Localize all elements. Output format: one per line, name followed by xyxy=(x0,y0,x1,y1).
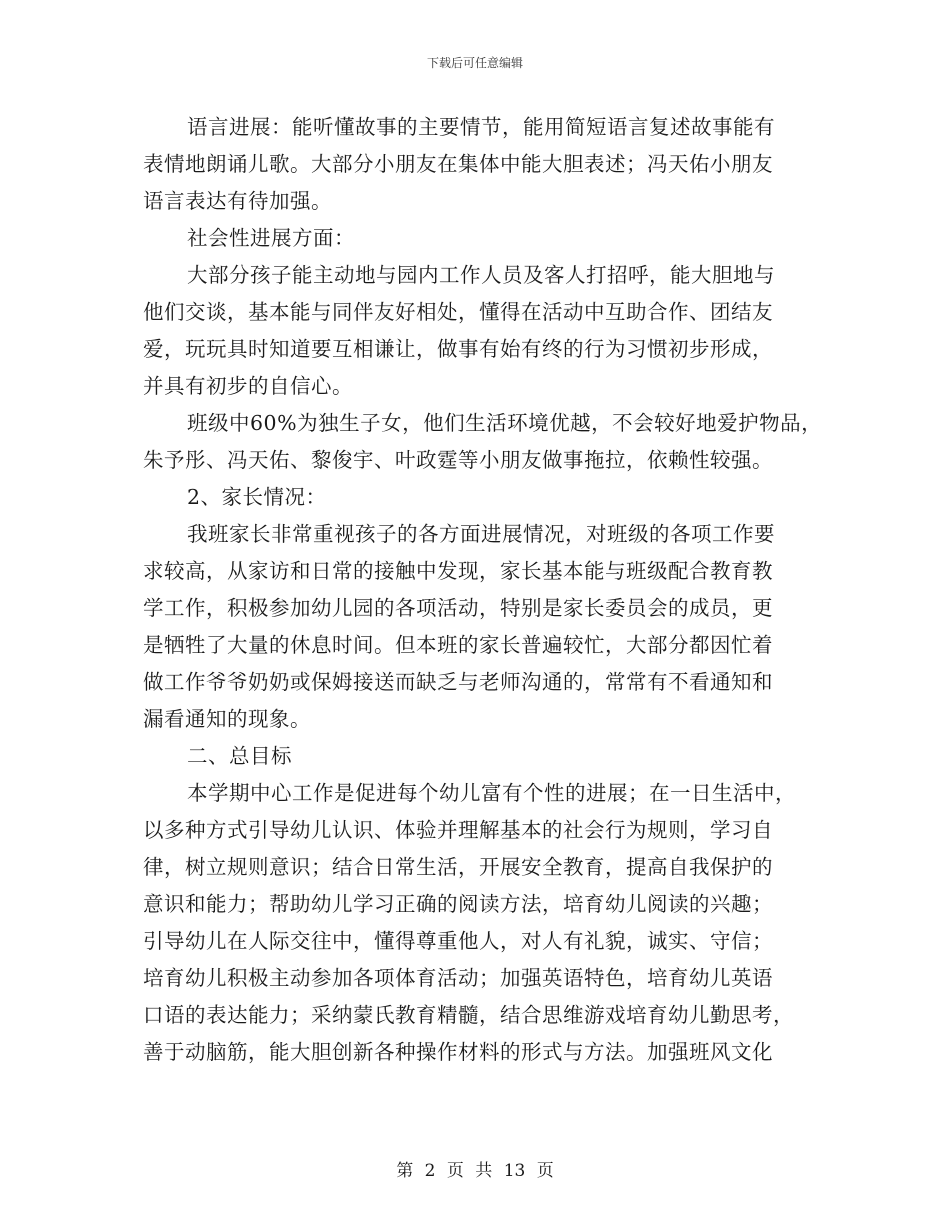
page-number-footer: 第 2 页 共 13 页 xyxy=(396,1161,554,1181)
paragraph-line: 求较高，从家访和日常的接触中发现，家长基本能与班级配合教育教 xyxy=(143,559,773,583)
paragraph-line: 朱予彤、冯天佑、黎俊宇、叶政霆等小朋友做事拖拉，依赖性较强。 xyxy=(143,448,773,472)
paragraph-line: 班级中60%为独生子女，他们生活环境优越，不会较好地爱护物品， xyxy=(187,411,823,435)
paragraph-line: 学工作，积极参加幼儿园的各项活动，特别是家长委员会的成员，更 xyxy=(143,596,773,620)
paragraph-line: 以多种方式引导幼儿认识、体验并理解基本的社会行为规则，学习自 xyxy=(143,818,773,842)
section-heading: 二、总目标 xyxy=(187,744,292,768)
section-heading: 2、家长情况： xyxy=(187,485,327,509)
paragraph-line: 是牺牲了大量的休息时间。但本班的家长普遍较忙，大部分都因忙着 xyxy=(143,633,773,657)
paragraph-line: 引导幼儿在人际交往中，懂得尊重他人，对人有礼貌，诚实、守信； xyxy=(143,929,773,953)
paragraph-line: 语言进展：能听懂故事的主要情节，能用简短语言复述故事能有 xyxy=(187,115,775,139)
paragraph-line: 我班家长非常重视孩子的各方面进展情况，对班级的各项工作要 xyxy=(187,522,775,546)
paragraph-line: 大部分孩子能主动地与园内工作人员及客人打招呼，能大胆地与 xyxy=(187,263,775,287)
section-heading: 社会性进展方面： xyxy=(187,226,355,250)
paragraph-line: 表情地朗诵儿歌。大部分小朋友在集体中能大胆表述；冯天佑小朋友 xyxy=(143,152,773,176)
paragraph-line: 培育幼儿积极主动参加各项体育活动；加强英语特色，培育幼儿英语 xyxy=(143,966,773,990)
header-note: 下载后可任意编辑 xyxy=(426,56,523,70)
paragraph-line: 口语的表达能力；采纳蒙氏教育精髓，结合思维游戏培育幼儿勤思考， xyxy=(143,1003,794,1027)
paragraph-line: 他们交谈，基本能与同伴友好相处，懂得在活动中互助合作、团结友 xyxy=(143,300,773,324)
paragraph-line: 并具有初步的自信心。 xyxy=(143,374,353,398)
paragraph-line: 爱，玩玩具时知道要互相谦让，做事有始有终的行为习惯初步形成， xyxy=(143,337,773,361)
paragraph-line: 律，树立规则意识；结合日常生活，开展安全教育，提高自我保护的 xyxy=(143,855,773,879)
paragraph-line: 漏看通知的现象。 xyxy=(143,707,311,731)
paragraph-line: 善于动脑筋，能大胆创新各种操作材料的形式与方法。加强班风文化 xyxy=(143,1040,773,1064)
paragraph-line: 意识和能力；帮助幼儿学习正确的阅读方法，培育幼儿阅读的兴趣； xyxy=(143,892,773,916)
paragraph-line: 做工作爷爷奶奶或保姆接送而缺乏与老师沟通的，常常有不看通知和 xyxy=(143,670,773,694)
paragraph-line: 语言表达有待加强。 xyxy=(143,189,332,213)
paragraph-line: 本学期中心工作是促进每个幼儿富有个性的进展；在一日生活中， xyxy=(187,781,796,805)
